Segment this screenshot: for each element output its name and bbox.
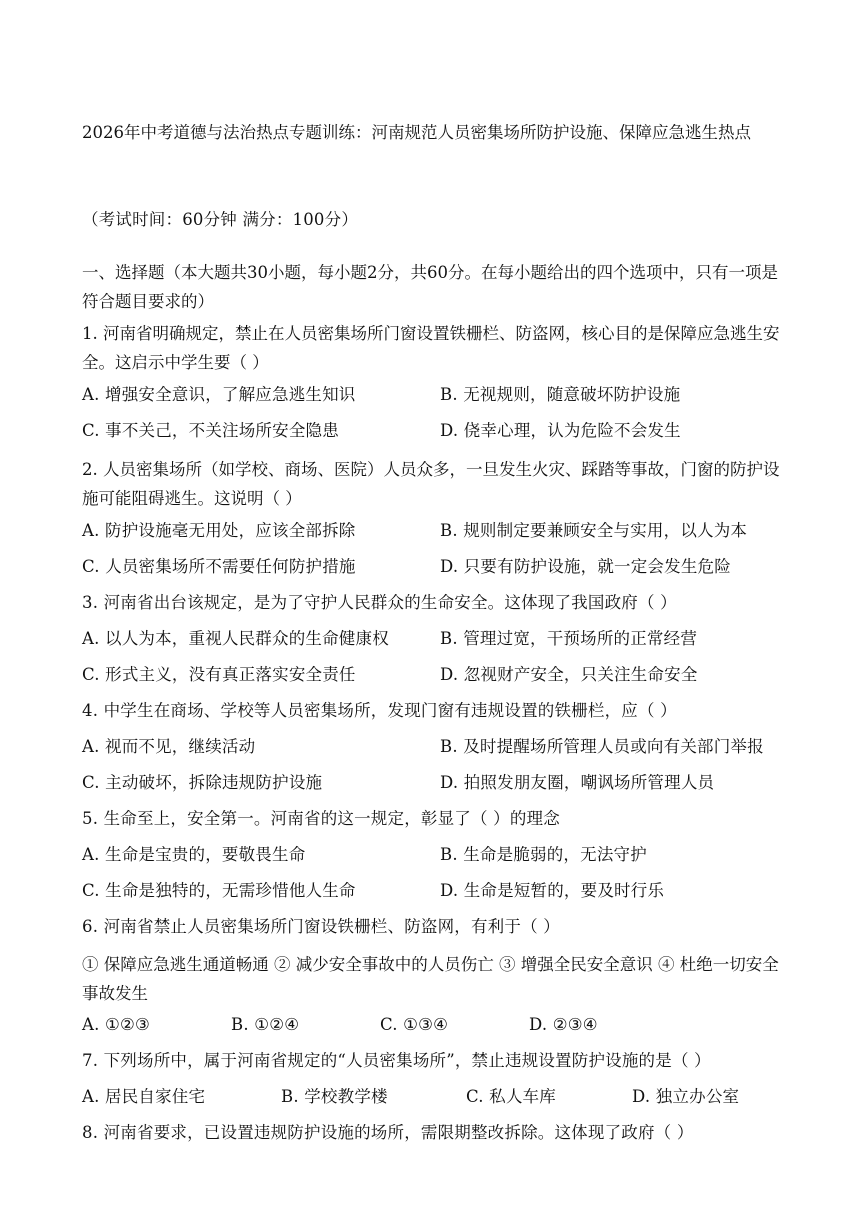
exam-info: （考试时间：60分钟 满分：100分） [82,210,359,229]
option-b: B. 管理过宽，干预场所的正常经营 [440,629,698,648]
option-d: D. 独立办公室 [632,1087,740,1106]
option-c: C. 事不关己，不关注场所安全隐患 [82,421,339,440]
question-stem: 8. 河南省要求，已设置违规防护设施的场所，需限期整改拆除。这体现了政府（ ） [82,1123,694,1142]
option-c: C. 人员密集场所不需要任何防护措施 [82,557,356,576]
option-a: A. 防护设施毫无用处，应该全部拆除 [82,521,356,540]
option-a: A. 以人为本，重视人民群众的生命健康权 [82,629,389,648]
section-heading: 一、选择题（本大题共30小题，每小题2分，共60分。在每小题给出的四个选项中，只有一项是符合题目要求的） [82,263,778,311]
option-a: A. 生命是宝贵的，要敬畏生命 [82,845,306,864]
option-b: B. 学校教学楼 [281,1087,388,1106]
question-stem: 3. 河南省出台该规定，是为了守护人民群众的生命安全。这体现了我国政府（ ） [82,593,677,612]
option-c: C. 私人车库 [466,1087,556,1106]
document-title: 2026年中考道德与法治热点专题训练：河南规范人员密集场所防护设施、保障应急逃生热点 [82,123,751,142]
option-a: A. 居民自家住宅 [82,1087,206,1106]
question-stem: 1. 河南省明确规定，禁止在人员密集场所门窗设置铁栅栏、防盗网，核心目的是保障应急逃生安全。这启示中学生要（ ） [82,324,780,372]
option-d: D. 生命是短暂的，要及时行乐 [440,881,665,900]
option-c: C. 生命是独特的，无需珍惜他人生命 [82,881,356,900]
option-d: D. 忽视财产安全，只关注生命安全 [440,665,698,684]
question-stem: 7. 下列场所中，属于河南省规定的“人员密集场所”，禁止违规设置防护设施的是（ ） [82,1051,711,1070]
option-c: C. 形式主义，没有真正落实安全责任 [82,665,356,684]
option-b: B. 生命是脆弱的，无法守护 [440,845,647,864]
question-statements: ① 保障应急逃生通道畅通 ② 减少安全事故中的人员伤亡 ③ 增强全民安全意识 ④ 杜绝一切安全事故发生 [82,955,779,1003]
option-a: A. ①②③ [82,1015,150,1034]
option-b: B. 规则制定要兼顾安全与实用，以人为本 [440,521,748,540]
option-b: B. 无视规则，随意破坏防护设施 [440,385,681,404]
option-d: D. ②③④ [529,1015,598,1034]
question-stem: 5. 生命至上，安全第一。河南省的这一规定，彰显了（ ）的理念 [82,809,560,828]
question-stem: 2. 人员密集场所（如学校、商场、医院）人员众多，一旦发生火灾、踩踏等事故，门窗的防护设施可能阻碍逃生。这说明（ ） [82,460,780,508]
option-c: C. 主动破坏，拆除违规防护设施 [82,773,323,792]
option-b: B. 及时提醒场所管理人员或向有关部门举报 [440,737,764,756]
option-d: D. 侥幸心理，认为危险不会发生 [440,421,681,440]
option-c: C. ①③④ [380,1015,449,1034]
option-a: A. 增强安全意识，了解应急逃生知识 [82,385,356,404]
question-stem: 6. 河南省禁止人员密集场所门窗设铁栅栏、防盗网，有利于（ ） [82,917,560,936]
question-stem: 4. 中学生在商场、学校等人员密集场所，发现门窗有违规设置的铁栅栏，应（ ） [82,701,677,720]
option-b: B. ①②④ [231,1015,300,1034]
option-d: D. 只要有防护设施，就一定会发生危险 [440,557,731,576]
option-d: D. 拍照发朋友圈，嘲讽场所管理人员 [440,773,715,792]
option-a: A. 视而不见，继续活动 [82,737,256,756]
